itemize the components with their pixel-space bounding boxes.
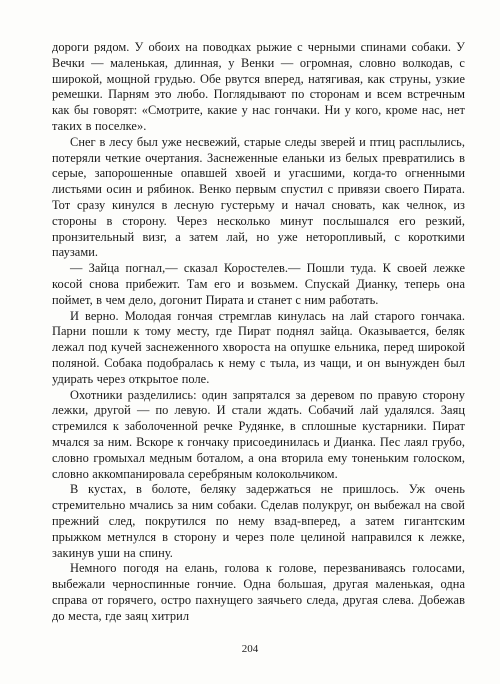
body-text [52,40,465,624]
paragraph-4: И верно. Молодая гончая стремглав кинулась на лай старого гончака. Парни пошли к тому месту, где Пират поднял зайца. Оказывается, беляк лежал под кучей заснеженного хвороста на опушке ельника, перед широкой поляной. Собака подобралась к нему с тыла, из чащи, и он вынужден был удирать через открытое поле. [52,308,465,386]
paragraph-7: Немного погодя на елань, голова к голове, перезваниваясь голосами, выбежали черноспинные гончие. Одна большая, другая маленькая, одна справа от горячего, острo пахнущего заячьего следа, другая слева. Добежав до места, где заяц хитрил [52,561,465,623]
paragraph-5: Охотники разделились: один запрятался за деревом по правую сторону лежки, другой — по левую. И стали ждать. Собачий лай удалялся. Заяц стремился к заболоченной речке Рудянке, в сплошные кустарники. Пират мчался за ним. Вскоре к гончаку присоединилась и Дианка. Пес лаял грубо, словно громыхал медным боталом, а она вторила ему тоненьким голоском, словно аккомпанировала серебряным колокольчиком. [52,387,465,481]
paragraph-1: дороги рядом. У обоих на поводках рыжие с черными спинами собаки. У Вечки — маленькая, длинная, у Венки — огромная, словно волкодав, с широкой, мощной грудью. Обе рвутся вперед, натягивая, как струны, узкие ремешки. Парням это любо. Поглядывают по сторонам и всем встречным как бы говорят: «Смотрите, какие у нас гончаки. Ни у кого, кроме нас, нет таких в поселке». [52,40,465,133]
paragraph-3: — Зайца погнал,— сказал Коростелев.— Пошли туда. К своей лежке косой снова прибежит. Там его и возьмем. Спускай Дианку, теперь она поймет, в чем дело, догонит Пирата и станет с ним работать. [52,261,465,307]
page-number: 204 [241,643,259,655]
paragraph-2: Снег в лесу был уже несвежий, старые следы зверей и птиц расплылись, потеряли четкие очертания. Заснеженные еланьки из белых превратились в серые, запорошенные опавшей хвоей и угасшими, когда-то огненными листьями осин и рябинок. Венко первым спустил с привязи своего Пирата. Тот сразу кинулся в лесную густерьму и начал сновать, как челнок, из стороны в сторону. Через несколько минут послышался его резкий, пронзительный визг, а затем лай, но уже неторопливый, с короткими паузами. [52,134,465,260]
paragraph-6: В кустах, в болоте, беляку задержаться не пришлось. Уж очень стремительно мчались за ним собаки. Сделав полукруг, он выбежал на свой прежний след, покрутился по нему взад-вперед, а затем гигантским прыжком метнулся в сторону и через поле целиной направился к лежке, закинув уши на спину. [52,482,465,560]
